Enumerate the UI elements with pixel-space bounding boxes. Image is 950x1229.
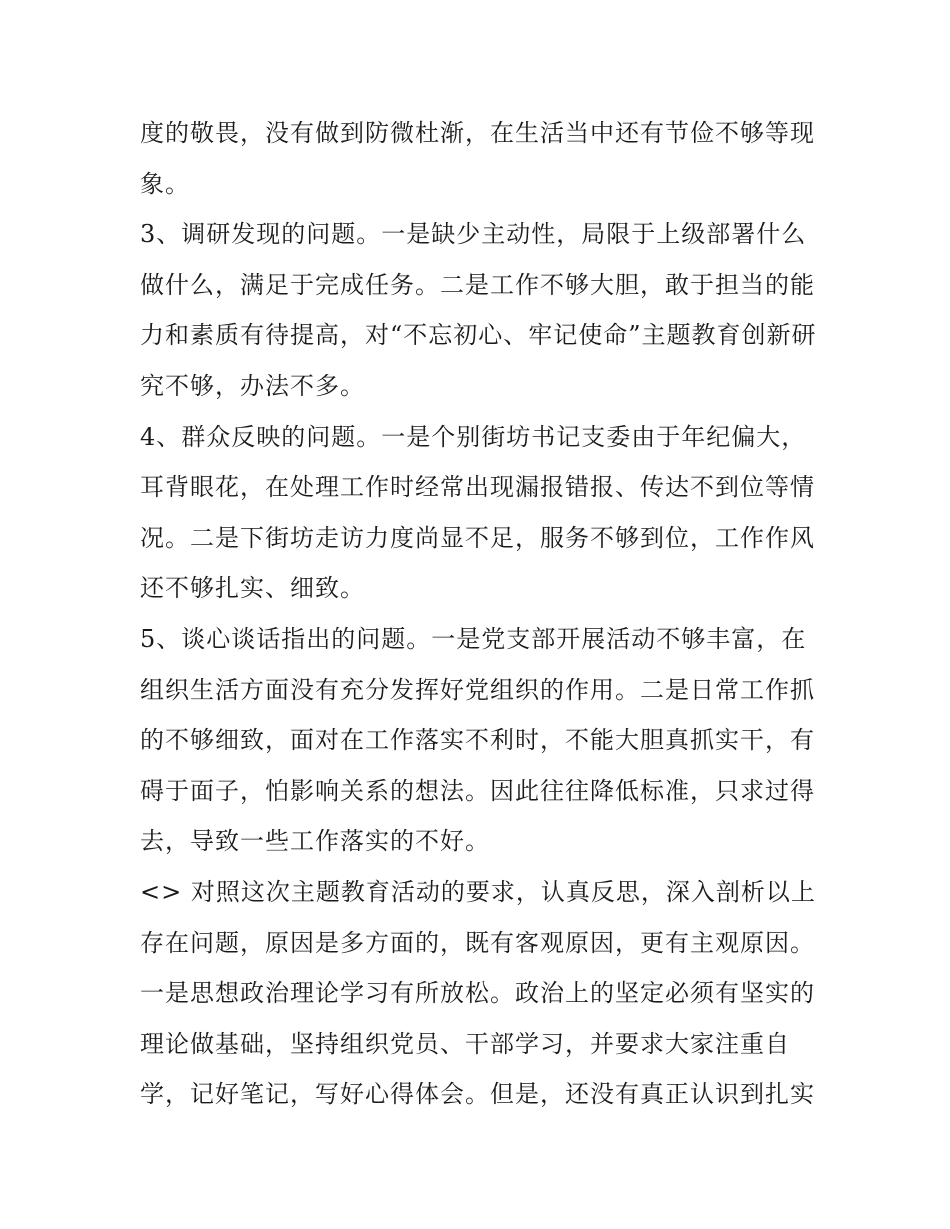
text-line: 力和素质有待提高，对“不忘初心、牢记使命”主题教育创新研 [140, 321, 817, 350]
text-line: 的不够细致，面对在工作落实不利时，不能大胆真抓实干，有 [140, 726, 815, 755]
text-line: 4、群众反映的问题。一是个别街坊书记支委由于年纪偏大， [140, 422, 807, 451]
text-line: 存在问题，原因是多方面的，既有客观原因，更有主观原因。 [140, 928, 815, 957]
text-line: 象。 [140, 169, 190, 198]
text-line: 3、调研发现的问题。一是缺少主动性，局限于上级部署什么 [140, 220, 807, 249]
text-line: 去，导致一些工作落实的不好。 [140, 827, 490, 856]
text-line: 碍于面子，怕影响关系的想法。因此往往降低标准，只求过得 [140, 776, 815, 805]
text-line: 5、谈心谈话指出的问题。一是党支部开展活动不够丰富，在 [140, 624, 807, 653]
text-line: 耳背眼花，在处理工作时经常出现漏报错报、传达不到位等情 [140, 473, 815, 502]
text-line: 一是思想政治理论学习有所放松。政治上的坚定必须有坚实的 [140, 979, 815, 1008]
document-body [140, 108, 820, 1120]
text-line: 理论做基础，坚持组织党员、干部学习，并要求大家注重自 [140, 1029, 790, 1058]
text-line: 况。二是下街坊走访力度尚显不足，服务不够到位，工作作风 [140, 523, 815, 552]
text-line: 做什么，满足于完成任务。二是工作不够大胆，敢于担当的能 [140, 270, 815, 299]
text-line: 究不够，办法不多。 [140, 371, 365, 400]
text-line: <> 对照这次主题教育活动的要求，认真反思，深入剖析以上 [140, 877, 816, 906]
text-line: 度的敬畏，没有做到防微杜渐，在生活当中还有节俭不够等现 [140, 119, 815, 147]
text-line: 组织生活方面没有充分发挥好党组织的作用。二是日常工作抓 [140, 675, 815, 704]
text-line: 学，记好笔记，写好心得体会。但是，还没有真正认识到扎实 [140, 1080, 815, 1109]
text-line: 还不够扎实、细致。 [140, 574, 365, 603]
